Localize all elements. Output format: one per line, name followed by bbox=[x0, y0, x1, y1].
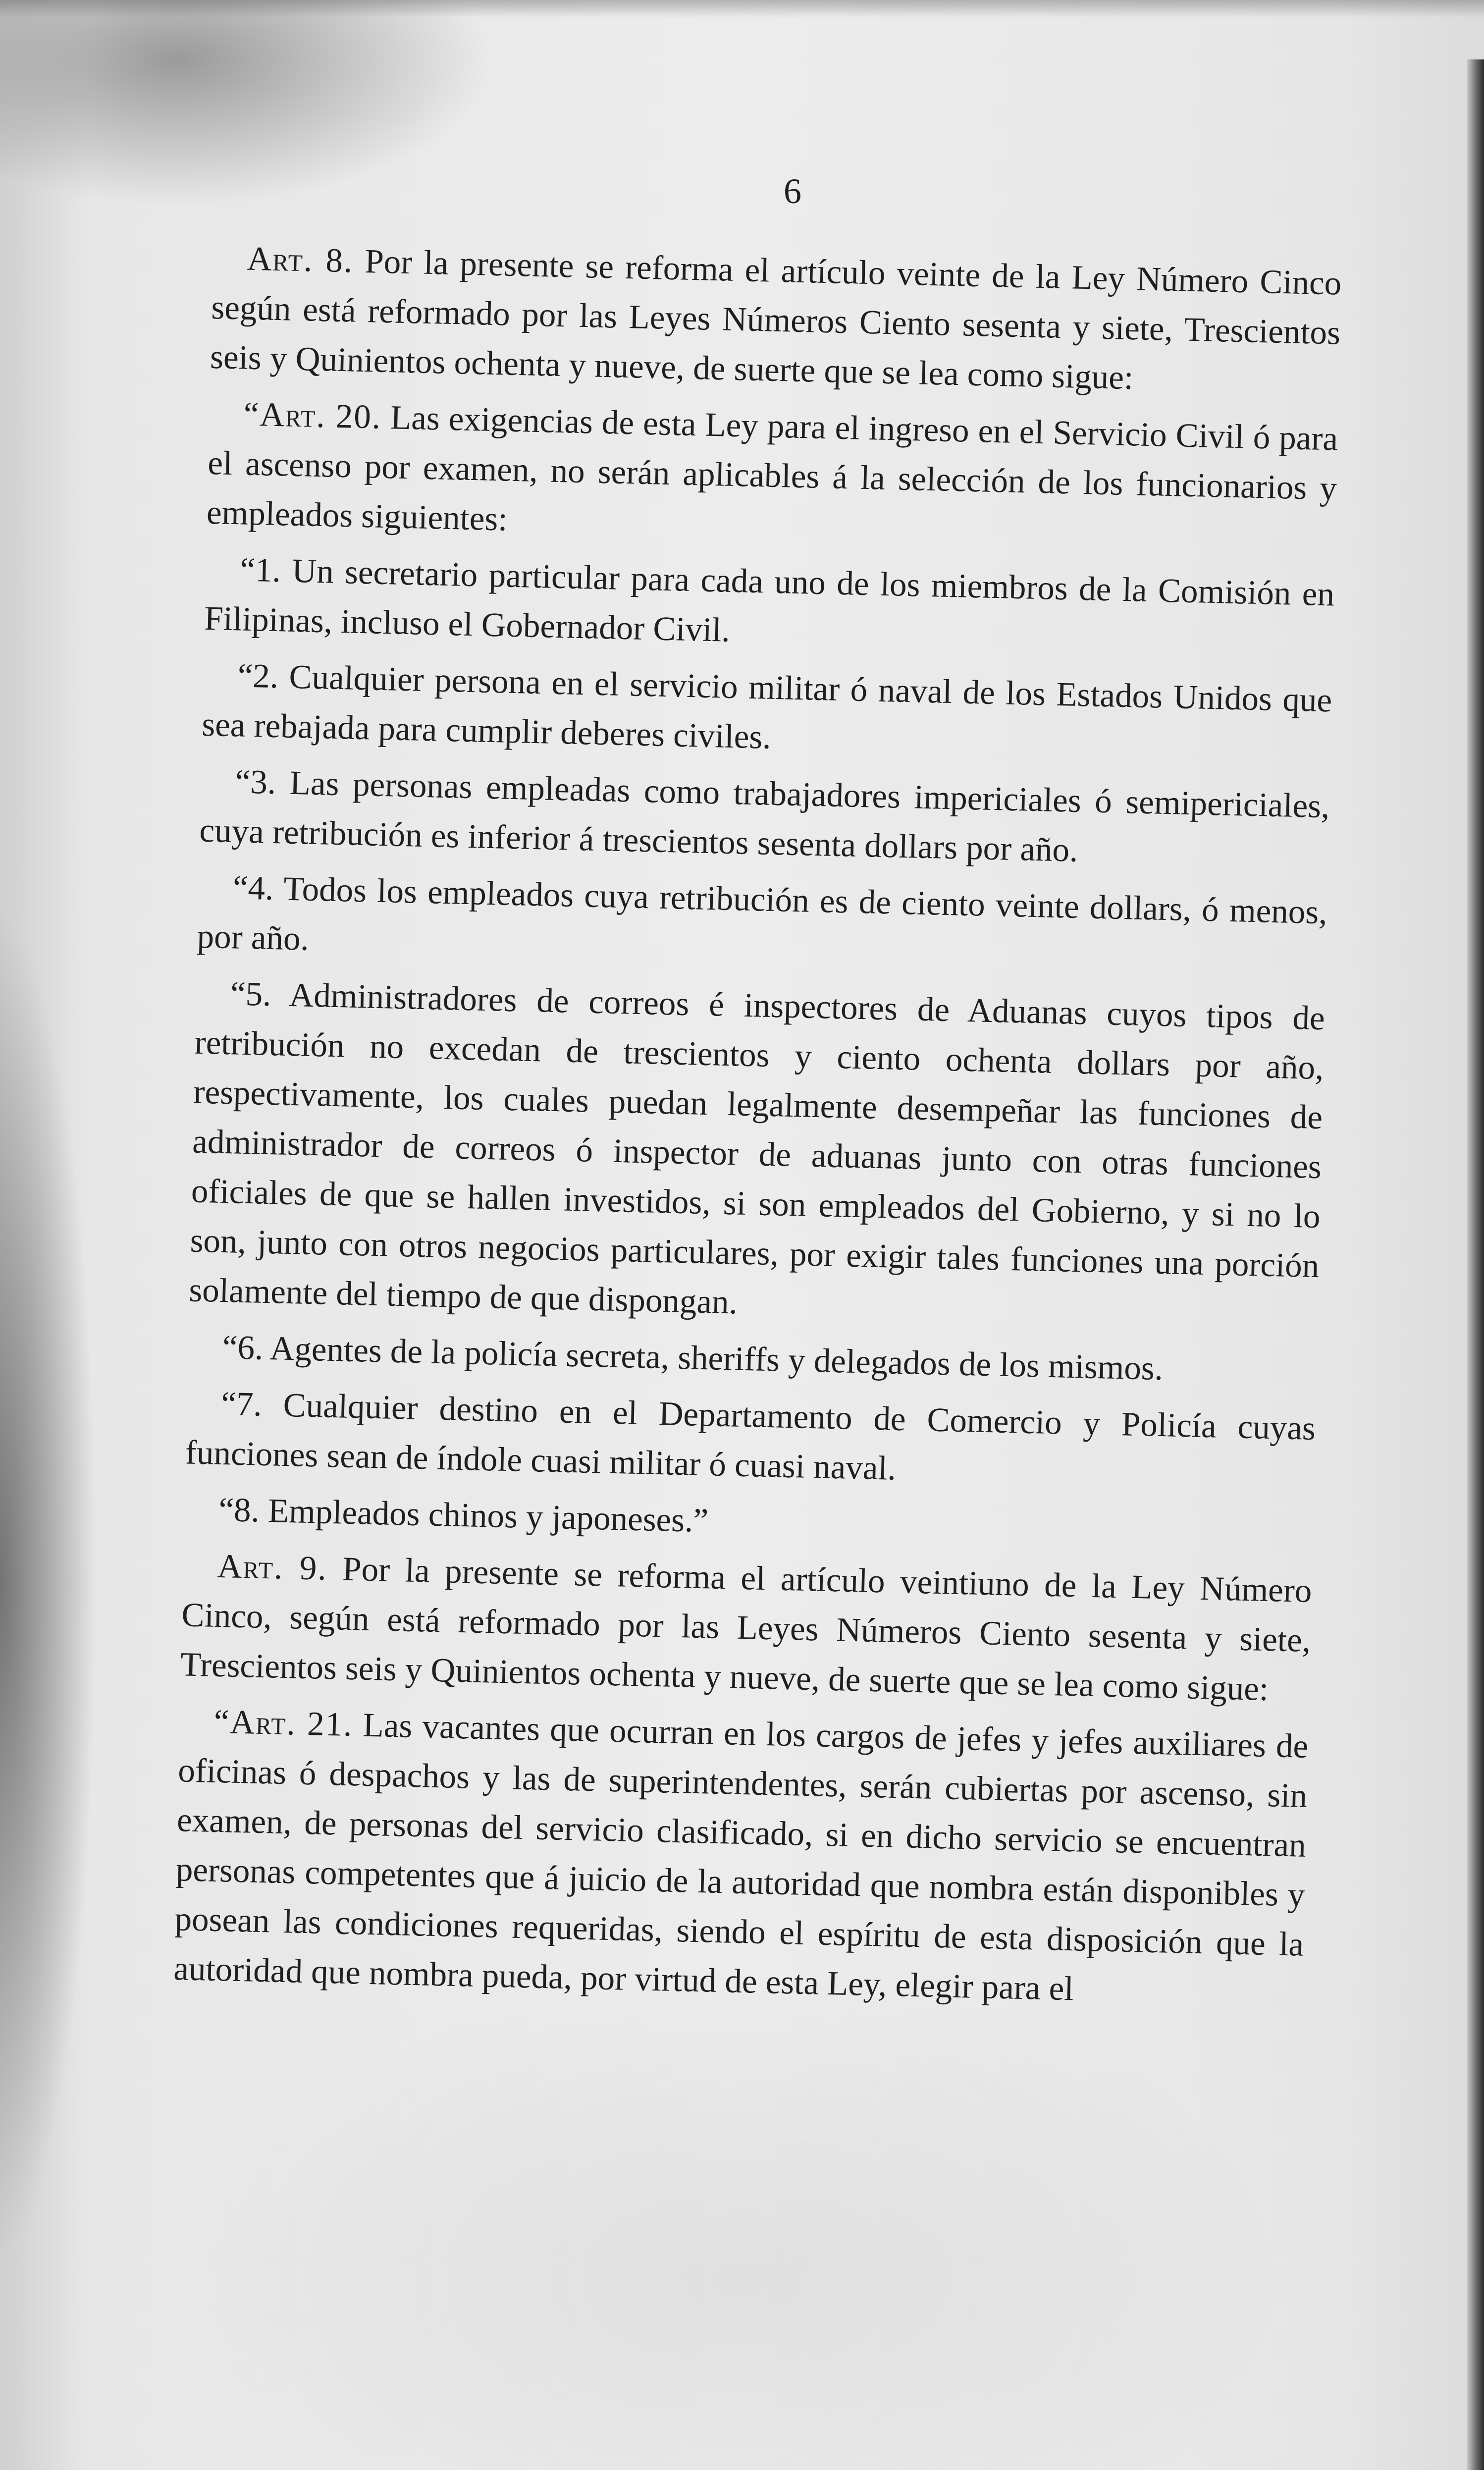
paragraph-art-20 bbox=[206, 388, 1338, 563]
article-heading: Art. 8. bbox=[246, 239, 354, 280]
page-number: 6 bbox=[784, 171, 801, 211]
list-item-1 bbox=[204, 544, 1335, 669]
paragraph-text: “6. Agentes de la policía secreta, sheriffs y delegados de los mismos. bbox=[222, 1328, 1164, 1388]
article-heading: “Art. 20. bbox=[243, 395, 382, 436]
paragraph-text: “1. Un secretario particular para cada uno de los miembros de la Comisión en Filipinas, incluso el Gobernador Civil. bbox=[204, 550, 1335, 649]
paragraph-text: “2. Cualquier persona en el servicio militar ó naval de los Estados Unidos que sea rebajada para cumplir deberes civiles. bbox=[201, 656, 1333, 756]
page-top-shadow bbox=[0, 0, 1484, 18]
body-text bbox=[173, 233, 1342, 2026]
paragraph-art-9 bbox=[180, 1540, 1312, 1715]
article-heading: Art. 9. bbox=[217, 1547, 328, 1587]
paragraph-text: “4. Todos los empleados cuya retribución es de ciento veinte dollars, ó menos, por año. bbox=[196, 868, 1328, 958]
paragraph-text: Por la presente se reforma el artículo veintiuno de la Ley Número Cinco, según está reformado por las Leyes Números Ciento sesenta y siete, Trescientos seis y Quinientos ochenta y nueve, de suerte que se lea como sigue: bbox=[180, 1549, 1313, 1708]
paragraph-text: Por la presente se reforma el artículo veinte de la Ley Número Cinco según está reformado por las Leyes Números Ciento sesenta y siete, Trescientos seis y Quinientos ochenta y nueve, de suerte que se lea como sigue: bbox=[210, 242, 1342, 397]
paragraph-text: “5. Administradores de correos é inspectores de Aduanas cuyos tipos de retribución no excedan de trescientos y ciento ochenta dollars por año, respectivamente, los cuales puedan legalmente desempeñar las funciones de administrador de correos ó inspector de aduanas junto con otras funciones oficiales de que se hallen investidos, si son empleados del Gobierno, y si no lo son, junto con otros negocios particulares, por exigir tales funciones una porción solamente del tiempo de que dispongan. bbox=[188, 974, 1325, 1321]
page-binding-edge bbox=[1467, 59, 1484, 2470]
paragraph-text: “3. Las personas empleadas como trabajadores impericiales ó semipericiales, cuya retribución es inferior á trescientos sesenta dollars por año. bbox=[199, 762, 1330, 869]
list-item-5 bbox=[188, 968, 1325, 1341]
list-item-4 bbox=[197, 862, 1328, 987]
list-item-2 bbox=[201, 650, 1332, 775]
article-heading: “Art. 21. bbox=[213, 1702, 354, 1744]
paragraph-text: “8. Empleados chinos y japoneses.” bbox=[218, 1490, 709, 1540]
paragraph-text: Las exigencias de esta Ley para el ingreso en el Servicio Civil ó para el ascenso por examen, no serán aplicables á la selección de los funcionarios y empleados siguientes: bbox=[206, 398, 1339, 538]
paragraph-art-8 bbox=[210, 233, 1342, 407]
paragraph-art-21 bbox=[173, 1696, 1309, 2019]
paragraph-text: Las vacantes que ocurran en los cargos de jefes y jefes auxiliares de oficinas ó despachos y las de superintendentes, serán cubiertas por ascenso, sin examen, de personas del servicio clasificado, si en dicho servicio se encuentran personas competentes que á juicio de la autoridad que nombra están disponibles y posean las condiciones requeridas, siendo el espíritu de esta disposición que la autoridad que nombra pueda, por virtud de esta Ley, elegir para el bbox=[173, 1706, 1309, 2008]
list-item-7 bbox=[185, 1378, 1316, 1503]
list-item-3 bbox=[199, 756, 1330, 881]
paragraph-text: “7. Cualquier destino en el Departamento de Comercio y Policía cuyas funciones sean de índole cuasi militar ó cuasi naval. bbox=[185, 1384, 1316, 1487]
